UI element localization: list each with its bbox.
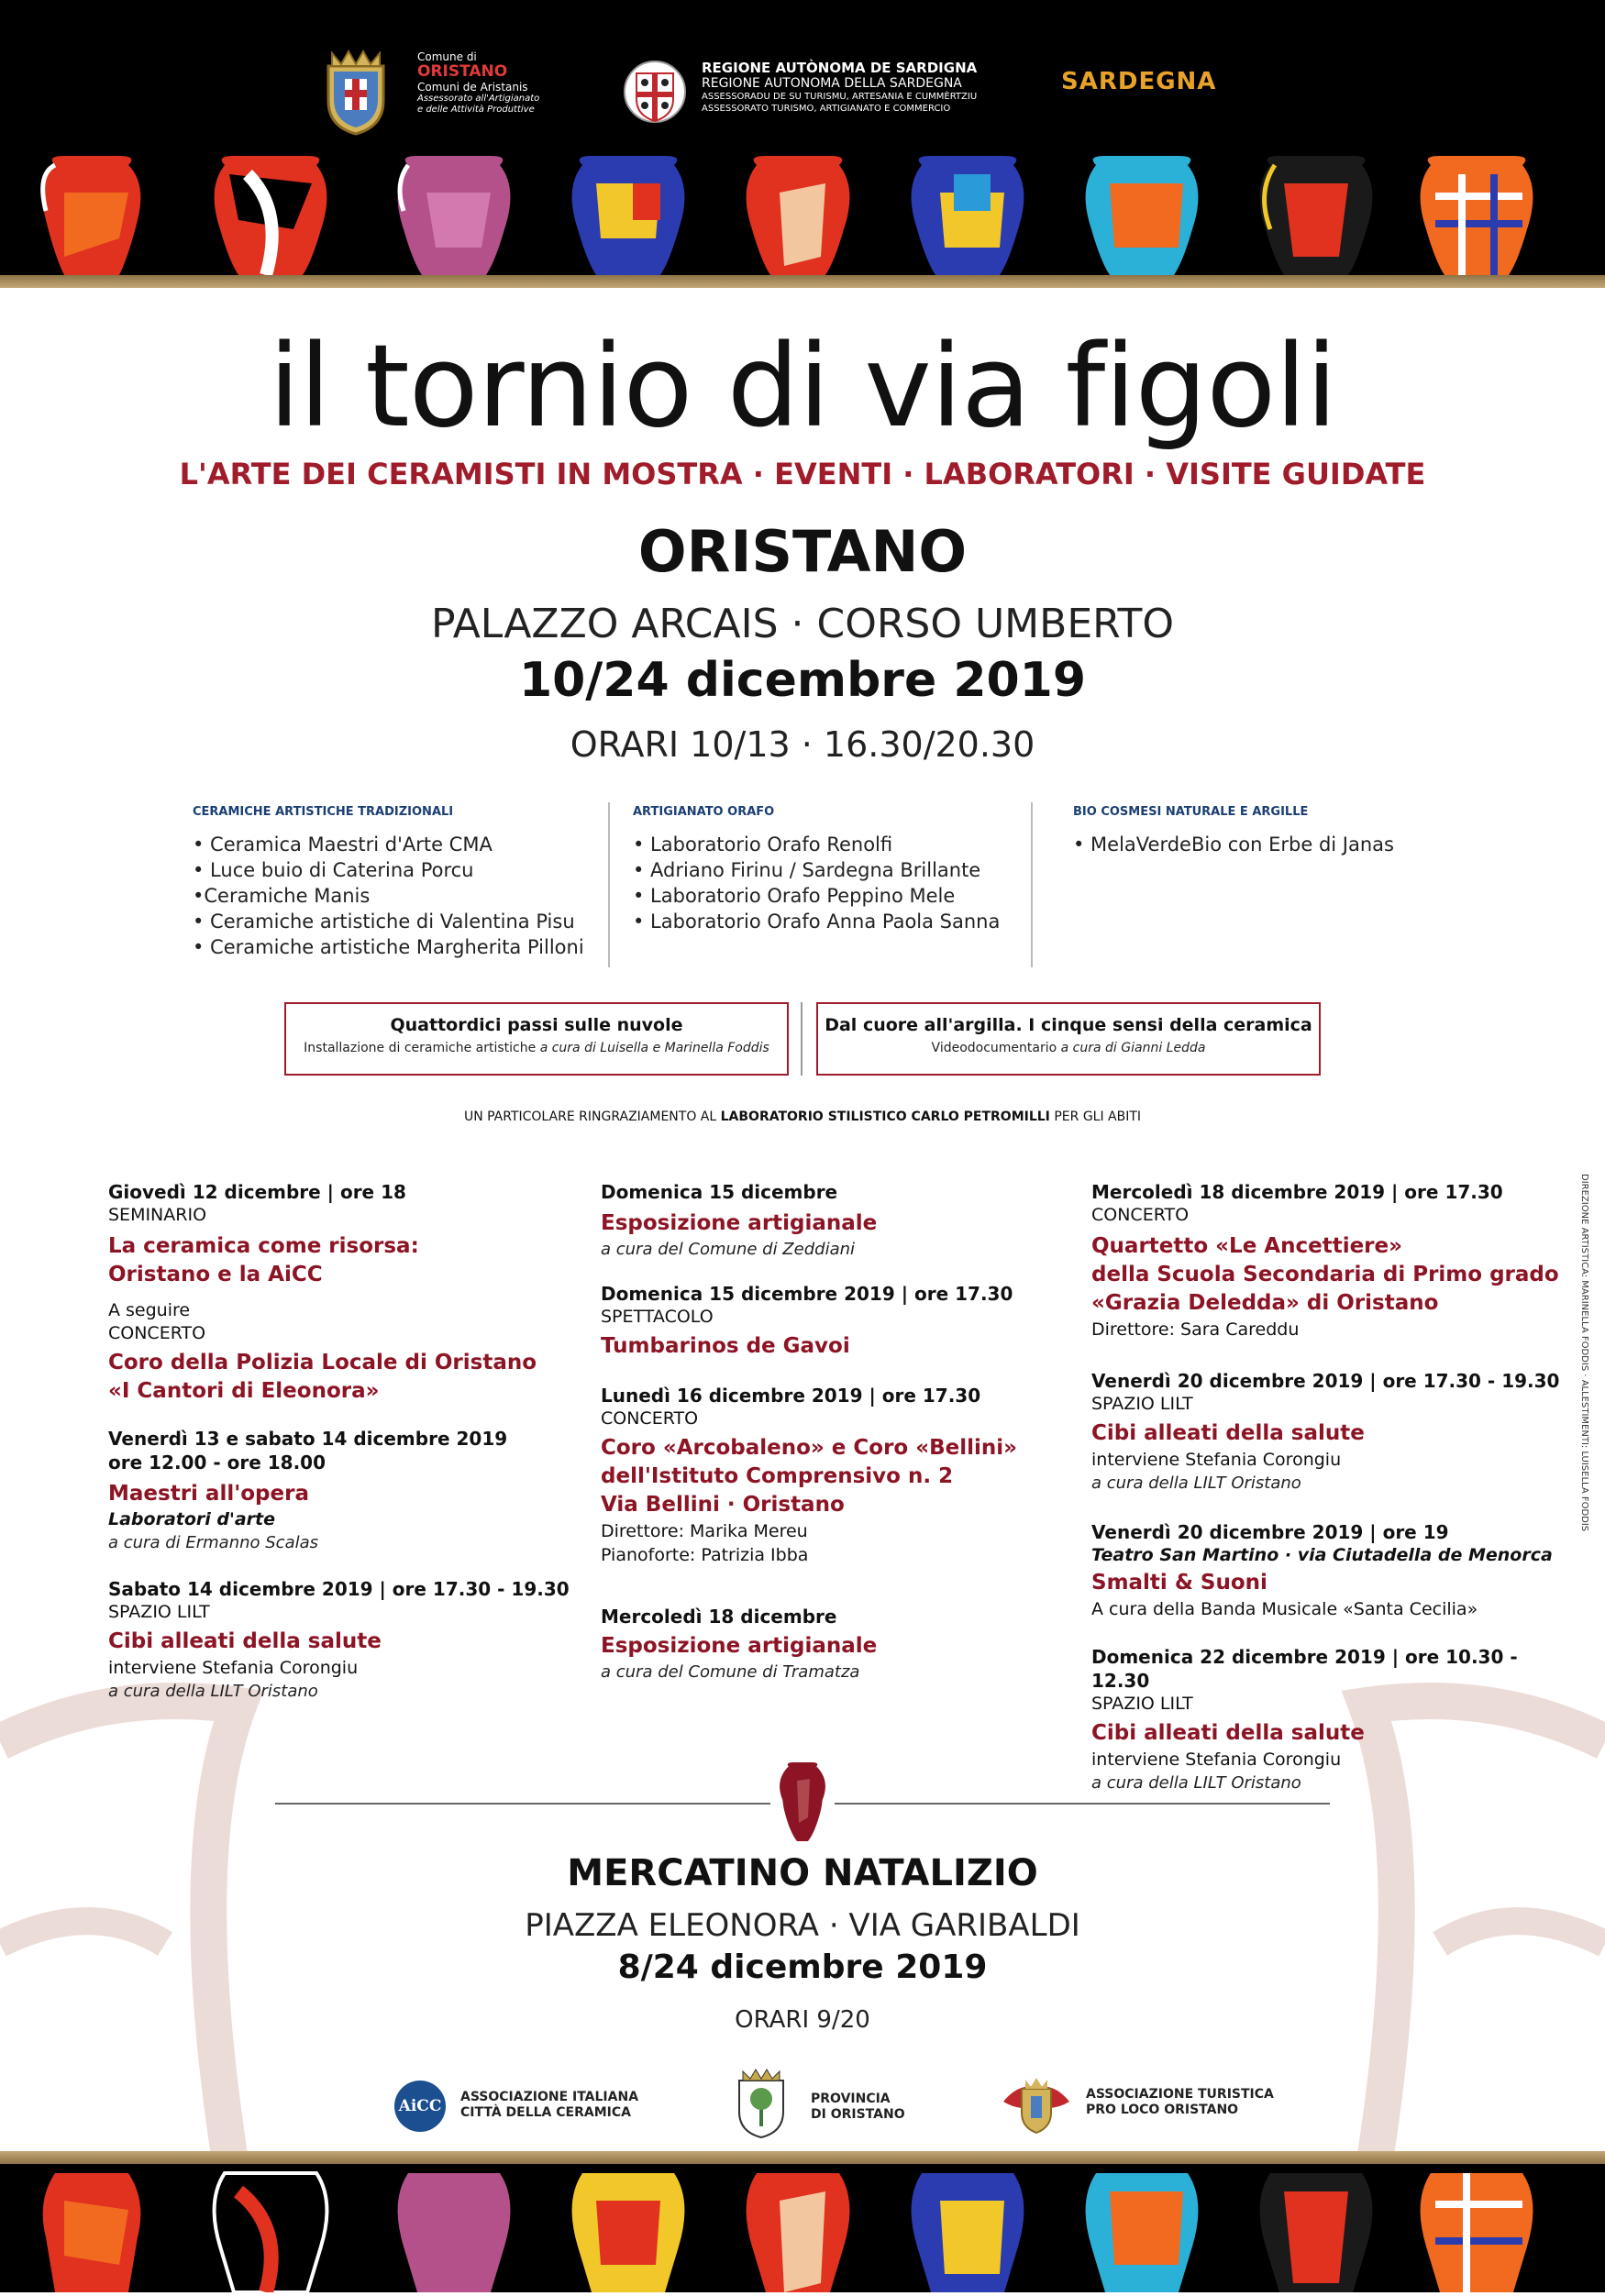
event-title: Quartetto «Le Ancettiere» bbox=[1091, 1234, 1402, 1258]
event-title: Esposizione artigianale bbox=[601, 1634, 878, 1658]
event-title: Cibi alleati della salute bbox=[1091, 1721, 1365, 1745]
category-title: ARTIGIANATO ORAFO bbox=[633, 805, 775, 819]
event-c3-1 bbox=[1091, 1180, 1568, 1341]
event-title: Oristano e la AiCC bbox=[108, 1263, 323, 1286]
list-item: • Ceramica Maestri d'Arte CMA bbox=[193, 833, 493, 855]
event-note: A seguire bbox=[108, 1300, 191, 1320]
list-item: • Laboratorio Orafo Renolfi bbox=[633, 833, 893, 855]
market-dates: 8/24 dicembre 2019 bbox=[617, 1948, 988, 1986]
event-date: Venerdì 20 dicembre 2019 | ore 17.30 - 19.30 bbox=[1091, 1370, 1560, 1392]
regione-line4: ASSESSORATO TURISMO, ARTIGIANATO E COMMERCIO bbox=[702, 104, 951, 114]
credits-text: DIREZIONE ARTISTICA: MARINELLA FODDIS · ALLESTIMENTI: LUISELLA FODDIS bbox=[1579, 1174, 1589, 1532]
event-date: Lunedì 16 dicembre 2019 | ore 17.30 bbox=[601, 1385, 981, 1407]
event-title: Maestri all'opera bbox=[108, 1482, 309, 1506]
event-title: Coro della Polizia Locale di Oristano bbox=[108, 1351, 537, 1374]
vase-purple bbox=[398, 156, 511, 275]
sponsor-aicc bbox=[394, 2079, 670, 2134]
vase-striped bbox=[1421, 156, 1533, 275]
event-date: Domenica 15 dicembre bbox=[601, 1181, 838, 1203]
vases-decoration bbox=[0, 156, 1605, 275]
event-date: Mercoledì 18 dicembre bbox=[601, 1606, 837, 1628]
event-date: Venerdì 13 e sabato 14 dicembre 2019 bbox=[108, 1428, 508, 1450]
event-title: dell'Istituto Comprensivo n. 2 bbox=[601, 1464, 954, 1488]
vase-black-red bbox=[1260, 156, 1373, 275]
bottom-gold-stripe bbox=[0, 2151, 1605, 2164]
regione-line1: REGIONE AUTÒNOMA DE SARDIGNA bbox=[702, 60, 978, 76]
list-item: • Ceramiche artistiche Margherita Pilloni bbox=[193, 936, 584, 958]
regione-line3: ASSESSORADU DE SU TURISMU, ARTESANIA E CUMMÈRTZIU bbox=[702, 92, 978, 102]
event-title: Esposizione artigianale bbox=[601, 1211, 878, 1235]
event-date: Domenica 15 dicembre 2019 | ore 17.30 bbox=[601, 1283, 1013, 1305]
event-title: Smalti & Suoni bbox=[1091, 1571, 1267, 1595]
hours: ORARI 10/13 · 16.30/20.30 bbox=[570, 724, 1035, 765]
event-kind: SPETTACOLO bbox=[601, 1307, 714, 1327]
sponsor-proloco bbox=[1000, 2074, 1293, 2138]
top-gold-stripe bbox=[0, 275, 1605, 288]
sardegna-logo: SARDEGNA bbox=[1061, 68, 1217, 95]
proloco-crest-icon bbox=[1000, 2074, 1073, 2138]
comune-name: ORISTANO bbox=[417, 62, 508, 81]
event-c2-2 bbox=[601, 1282, 1078, 1361]
box-title: Dal cuore all'argilla. I cinque sensi della ceramica bbox=[825, 1015, 1312, 1035]
list-item: • Ceramiche artistiche di Valentina Pisu bbox=[193, 911, 575, 933]
sponsor-provincia bbox=[734, 2066, 917, 2139]
vase-orange-blue bbox=[1086, 156, 1199, 275]
event-kind: SEMINARIO bbox=[108, 1205, 207, 1225]
category-ceramiche bbox=[193, 805, 596, 960]
event-c2-1 bbox=[601, 1180, 1078, 1261]
sponsor-text: ASSOCIAZIONE ITALIANA CITTÀ DELLA CERAMICA bbox=[460, 2090, 639, 2120]
event-curator: a cura della LILT Oristano bbox=[1091, 1773, 1301, 1793]
installation-box bbox=[284, 1002, 789, 1076]
box-subtitle: Videodocumentario a cura di Gianni Ledda bbox=[931, 1041, 1206, 1055]
thanks-note: UN PARTICOLARE RINGRAZIAMENTO AL LABORATORIO STILISTICO CARLO PETROMILLI PER GLI ABITI bbox=[463, 1109, 1142, 1124]
event-kind: SPAZIO LILT bbox=[108, 1602, 210, 1622]
box-title: Quattordici passi sulle nuvole bbox=[390, 1015, 683, 1035]
event-venue: Teatro San Martino · via Ciutadella de Menorca bbox=[1091, 1545, 1553, 1565]
event-title: della Scuola Secondaria di Primo grado bbox=[1091, 1263, 1559, 1286]
event-title: Cibi alleati della salute bbox=[108, 1629, 382, 1653]
box-subtitle: Installazione di ceramiche artistiche a cura di Luisella e Marinella Foddis bbox=[304, 1041, 769, 1055]
event-note: Direttore: Marika Mereu bbox=[601, 1521, 808, 1541]
event-c2-4 bbox=[601, 1605, 1078, 1683]
tagline: L'ARTE DEI CERAMISTI IN MOSTRA · EVENTI · LABORATORI · VISITE GUIDATE bbox=[179, 457, 1426, 491]
market-title: MERCATINO NATALIZIO bbox=[567, 1852, 1038, 1894]
sponsor-text: ASSOCIAZIONE TURISTICA PRO LOCO ORISTANO bbox=[1086, 2087, 1274, 2117]
event-c3-3 bbox=[1091, 1520, 1568, 1621]
category-cosmesi bbox=[1073, 805, 1440, 857]
divider bbox=[801, 1002, 802, 1076]
category-title: CERAMICHE ARTISTICHE TRADIZIONALI bbox=[193, 805, 454, 819]
event-c1-2 bbox=[108, 1427, 603, 1554]
main-title: il tornio di via figoli bbox=[268, 321, 1337, 453]
top-banner bbox=[0, 0, 1605, 275]
event-title: Cibi alleati della salute bbox=[1091, 1421, 1365, 1445]
category-list bbox=[193, 832, 596, 960]
event-curator: a cura della LILT Oristano bbox=[108, 1682, 318, 1701]
event-title: Tumbarinos de Gavoi bbox=[601, 1334, 850, 1358]
bottom-banner bbox=[0, 2164, 1605, 2292]
category-list bbox=[1073, 832, 1440, 857]
separator-line bbox=[275, 1803, 770, 1805]
comune-line1: Comune di bbox=[417, 50, 477, 63]
comune-line5: e delle Attività Produttive bbox=[417, 105, 535, 115]
category-title: BIO COSMESI NATURALE E ARGILLE bbox=[1073, 805, 1309, 819]
comune-line4: Assessorato all'Artigianato bbox=[417, 94, 540, 104]
event-title: Via Bellini · Oristano bbox=[601, 1493, 845, 1517]
event-date: Mercoledì 18 dicembre 2019 | ore 17.30 bbox=[1091, 1181, 1503, 1203]
comune-logo-text bbox=[417, 50, 564, 116]
provincia-crest-icon bbox=[734, 2066, 789, 2143]
venue: PALAZZO ARCAIS · CORSO UMBERTO bbox=[430, 601, 1175, 647]
event-date: Giovedì 12 dicembre | ore 18 bbox=[108, 1181, 406, 1203]
separator-line bbox=[835, 1803, 1330, 1805]
event-c3-4 bbox=[1091, 1645, 1568, 1794]
event-title: Coro «Arcobaleno» e Coro «Bellini» bbox=[601, 1436, 1017, 1460]
event-title: La ceramica come risorsa: bbox=[108, 1234, 419, 1258]
market-venue: PIAZZA ELEONORA · VIA GARIBALDI bbox=[525, 1907, 1080, 1944]
market-hours: ORARI 9/20 bbox=[735, 2006, 870, 2034]
event-curator: a cura di Ermanno Scalas bbox=[108, 1533, 319, 1552]
vase-red bbox=[43, 156, 141, 275]
list-item: •Ceramiche Manis bbox=[193, 885, 371, 907]
event-c1-3 bbox=[108, 1577, 622, 1703]
regione-logo-text bbox=[702, 61, 1032, 115]
event-note: interviene Stefania Corongiu bbox=[1091, 1450, 1342, 1470]
sponsor-text: PROVINCIA DI ORISTANO bbox=[811, 2092, 905, 2122]
dates: 10/24 dicembre 2019 bbox=[518, 653, 1087, 708]
event-title: «I Cantori di Eleonora» bbox=[108, 1379, 380, 1403]
event-curator: a cura del Comune di Zeddiani bbox=[601, 1240, 856, 1259]
event-note: interviene Stefania Corongiu bbox=[1091, 1750, 1342, 1770]
event-note: Pianoforte: Patrizia Ibba bbox=[601, 1545, 809, 1565]
list-item: • Luce buio di Caterina Porcu bbox=[193, 859, 474, 881]
list-item: • Laboratorio Orafo Peppino Mele bbox=[633, 885, 956, 907]
comune-crest-icon bbox=[319, 46, 393, 138]
list-item: • Adriano Firinu / Sardegna Brillante bbox=[633, 859, 981, 881]
category-orafo bbox=[633, 805, 1018, 934]
red-vase-icon bbox=[777, 1762, 828, 1841]
event-note: interviene Stefania Corongiu bbox=[108, 1658, 359, 1678]
event-kind: CONCERTO bbox=[1091, 1205, 1190, 1225]
event-time: ore 12.00 - ore 18.00 bbox=[108, 1452, 327, 1474]
event-date: Sabato 14 dicembre 2019 | ore 17.30 - 19.30 bbox=[108, 1578, 570, 1600]
event-note: Direttore: Sara Careddu bbox=[1091, 1319, 1300, 1340]
event-date: Venerdì 20 dicembre 2019 | ore 19 bbox=[1091, 1521, 1449, 1543]
event-kind: CONCERTO bbox=[601, 1408, 699, 1429]
regione-crest-icon bbox=[624, 57, 686, 127]
list-item: • MelaVerdeBio con Erbe di Janas bbox=[1073, 833, 1394, 855]
event-kind: SPAZIO LILT bbox=[1091, 1694, 1193, 1714]
comune-line3: Comuni de Aristanis bbox=[417, 81, 528, 94]
event-title: «Grazia Deledda» di Oristano bbox=[1091, 1291, 1439, 1315]
vase-yellow-blue bbox=[572, 156, 685, 275]
aicc-logo-icon: AiCC bbox=[394, 2081, 446, 2132]
divider bbox=[1031, 802, 1033, 967]
video-box bbox=[816, 1002, 1321, 1076]
city: ORISTANO bbox=[637, 518, 968, 585]
vases-bottom-decoration bbox=[0, 2164, 1605, 2292]
event-kind: CONCERTO bbox=[108, 1323, 206, 1343]
event-date: Domenica 22 dicembre 2019 | ore 10.30 - 12.30 bbox=[1091, 1646, 1518, 1692]
divider bbox=[608, 802, 610, 967]
event-c1-1 bbox=[108, 1180, 603, 1406]
event-subtitle: Laboratori d'arte bbox=[108, 1509, 275, 1529]
regione-line2: REGIONE AUTONOMA DELLA SARDEGNA bbox=[702, 76, 962, 91]
vase-blue-yellow bbox=[912, 156, 1024, 275]
vase-bw bbox=[215, 156, 327, 275]
event-c3-2 bbox=[1091, 1369, 1568, 1495]
category-list bbox=[633, 832, 1018, 934]
event-curator: a cura della LILT Oristano bbox=[1091, 1474, 1301, 1493]
event-c2-3 bbox=[601, 1384, 1096, 1567]
credits bbox=[1571, 1174, 1589, 1532]
event-curator: a cura del Comune di Tramatza bbox=[601, 1662, 860, 1682]
event-kind: SPAZIO LILT bbox=[1091, 1394, 1193, 1414]
event-note: A cura della Banda Musicale «Santa Cecilia» bbox=[1091, 1599, 1478, 1619]
vase-orange bbox=[747, 156, 850, 275]
list-item: • Laboratorio Orafo Anna Paola Sanna bbox=[633, 911, 1001, 933]
